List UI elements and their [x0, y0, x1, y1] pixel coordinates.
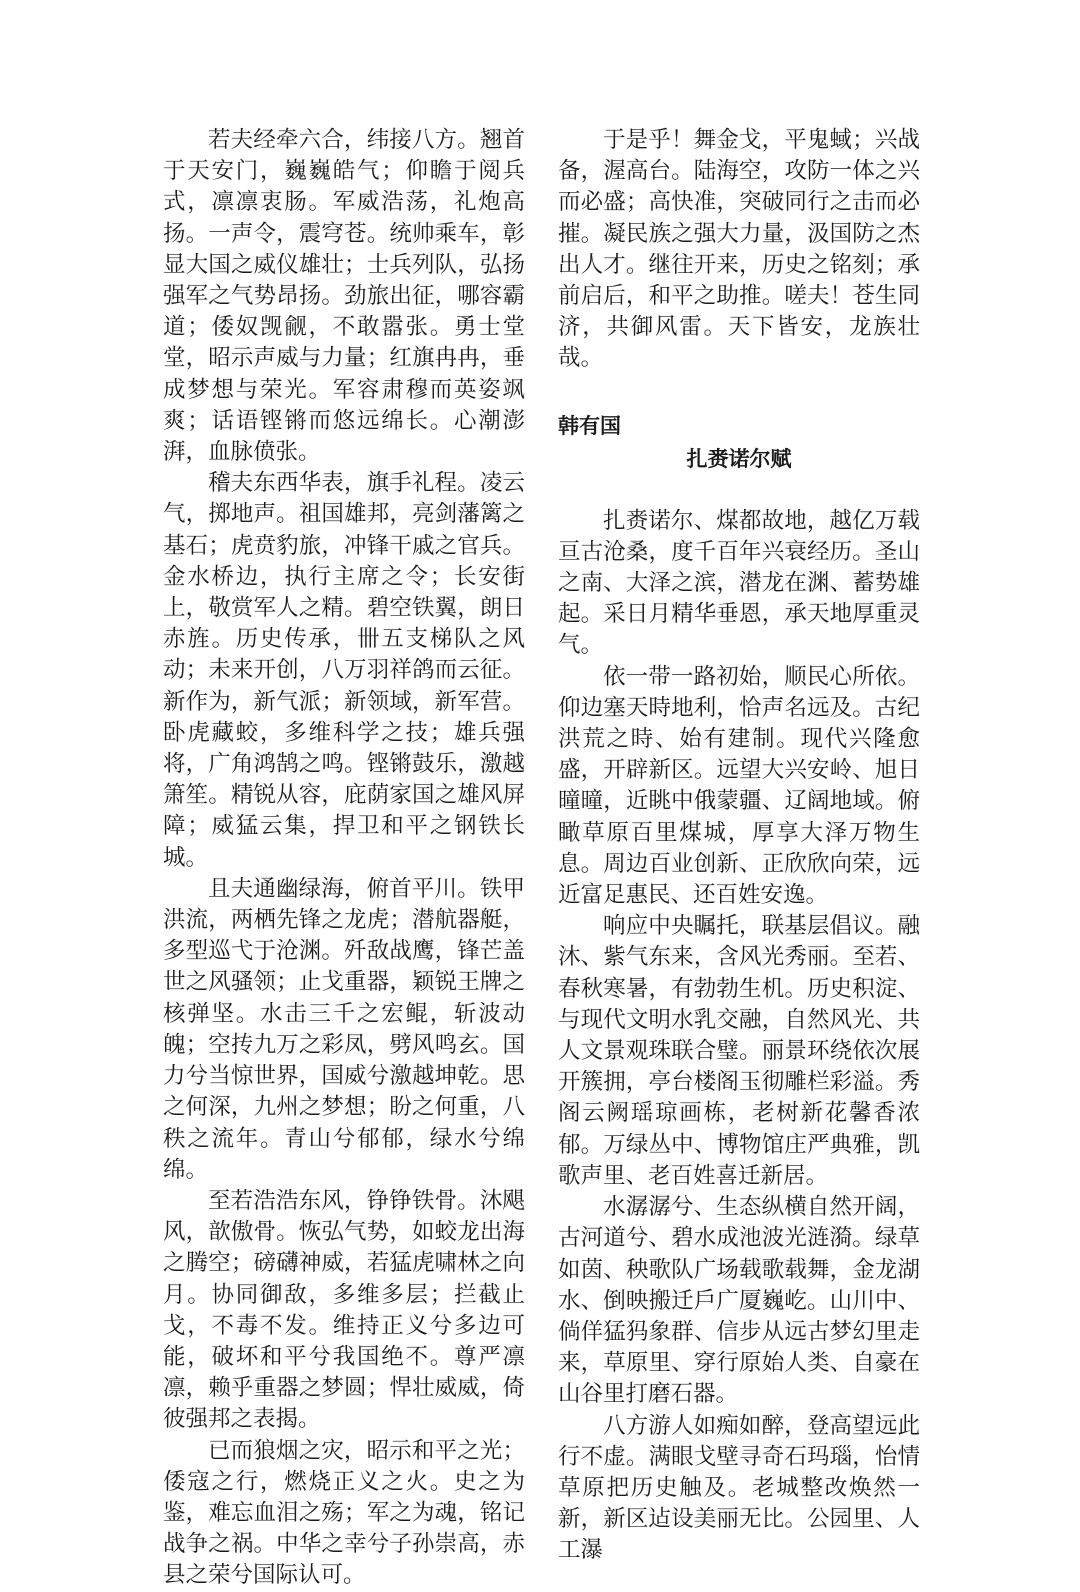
paragraph: 至若浩浩东风，铮铮铁骨。沐飓风，歆傲骨。恢弘气势，如蛟龙出海之腾空；磅礴神威，若猛虎啸林之向月。协同御敌，多维多层；拦截止戈，不毒不发。维持正义兮多边可能，破坏和平兮我国绝不。尊严凛凛，赖乎重器之梦圆；悍壮威威，倚彼强邦之表揭。 — [163, 1187, 525, 1433]
article-title: 扎赉诺尔赋 — [686, 446, 792, 471]
author-name: 韩有国 — [558, 413, 621, 438]
paragraph: 八方游人如痴如醉，登高望远此行不虚。满眼戈壁寻奇石玛瑙，怡情草原把历史触及。老城整改焕然一新，新区迠设美丽无比。公园里、人工瀑 — [558, 1412, 920, 1564]
paragraph: 若夫经牵六合，纬接八方。翘首于天安门，巍巍皓气；仰瞻于阅兵式，凛凛衷肠。军威浩荡，礼炮高扬。一声令，震穹苍。统帅乘车，彰显大国之威仪雄壮；士兵列队，弘扬强军之气势昂扬。劲旅出征，哪容霸道；倭奴觊觎，不敢嚣张。勇士堂堂，昭示声威与力量；红旗冉冉，垂成梦想与荣光。军容肃穆而英姿飒爽；话语铿锵而悠远绵长。心潮澎湃，血脉偾张。 — [163, 127, 525, 466]
paragraph: 且夫通幽绿海，俯首平川。铁甲洪流，两栖先锋之龙虎；潜航器艇，多型巡弋于沧渊。歼敌战鹰，锋芒盖世之风骚领；止戈重器，颖锐王牌之核弹坚。水击三千之宏鲲，斩波动魄；空抟九万之彩凤，劈风鸣玄。国力兮当惊世界，国威兮激越坤乾。思之何深，九州之梦想；盼之何重，八秩之流年。青山兮郁郁，绿水兮绵绵。 — [163, 875, 525, 1183]
paragraph: 已而狼烟之灾，昭示和平之光；倭寇之行，燃烧正义之火。史之为鉴，难忘血泪之殇；军之为魂，铭记战争之祸。中华之幸兮子孙崇高，赤县之荣兮国际认可。 — [163, 1437, 525, 1589]
left-column — [163, 125, 525, 1592]
paragraph: 于是乎！舞金戈，平鬼蜮；兴战备，渥高台。陆海空，攻防一体之兴而必盛；高快准，突破同行之击而必摧。凝民族之强大力量，汲国防之杰出人才。继往开来，历史之铭刻；承前启后，和平之助推。嗟夫！苍生同济，共御风雷。天下皆安，龙族壮哉。 — [558, 127, 920, 372]
paragraph: 稽夫东西华表，旗手礼程。凌云气，掷地声。祖国雄邦，亮剑藩篱之基石；虎贲豹旅，冲锋干戚之官兵。金水桥边，执行主席之令；长安街上，敬赏军人之精。碧空铁翼，朗日赤旌。历史传承，卌五支梯队之风动；未来开创，八万羽祥鸽而云征。新作为，新气派；新领域，新军营。卧虎藏蛟，多维科学之技；雄兵强将，广角鸿鹄之鸣。铿锵鼓乐，激越箫笙。精锐从容，庇荫家国之雄风屏障；威猛云集，捍卫和平之钢铁长城。 — [163, 470, 525, 871]
paragraph: 依一带一路初始，顺民心所依。仰边塞天時地利，恰声名远及。古纪洪荒之時、始有建制。现代兴隆愈盛，开辟新区。远望大兴安岭、旭日曈曈，近眺中俄蒙疆、辽阔地域。俯瞰草原百里煤城，厚享大泽万物生息。周边百业创新、正欣欣向荣，远近富足惠民、还百姓安逸。 — [558, 663, 920, 909]
paragraph: 水潺潺兮、生态纵横自然开阔，古河道兮、碧水成池波光涟漪。绿草如茵、秧歌队广场载歌载舞，金龙湖水、倒映搬迁戶广厦巍屹。山川中、倘佯猛犸象群、信步从远古梦幻里走来，草原里、穿行原始人类、自豪在山谷里打磨石器。 — [558, 1194, 920, 1408]
right-column — [558, 125, 920, 1567]
paragraph: 扎赉诺尔、煤都故地，越亿万载亘古沧桑，度千百年兴衰经历。圣山之南、大泽之滨，潜龙在渊、蓄势雄起。采日月精华垂恩，承天地厚重灵气。 — [558, 507, 920, 659]
paragraph: 响应中央瞩托，联基层倡议。融沐、紫气东来，含风光秀丽。至若、春秋寒暑，有勃勃生机。历史积淀、与现代文明水乳交融，自然风光、共人文景观珠联合璧。丽景环绕依次展开簇拥，亭台楼阁玉彻雕栏彩溢。秀阁云阙瑶琼画栋，老树新花馨香浓郁。万绿丛中、博物馆庄严典雅，凯歌声里、老百姓喜迁新居。 — [558, 913, 920, 1189]
